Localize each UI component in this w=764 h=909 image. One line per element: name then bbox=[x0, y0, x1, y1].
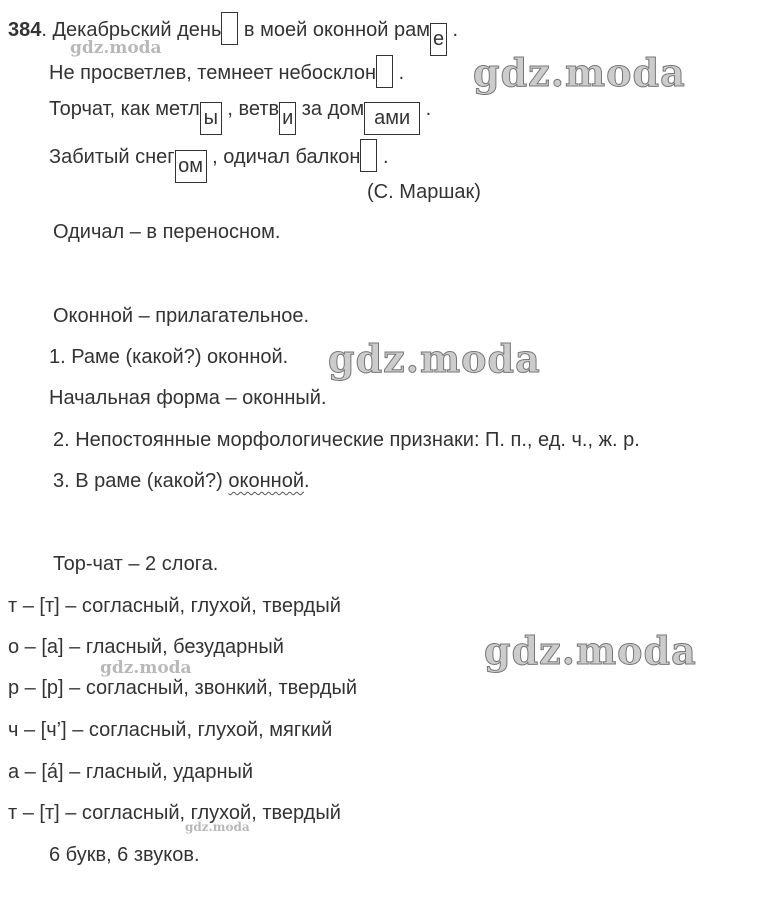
watermark: gdz.moda bbox=[100, 658, 192, 678]
poem-text: в моей оконной рам bbox=[238, 19, 430, 41]
morph-item-1: 1. Раме (какой?) оконной. bbox=[49, 346, 289, 368]
watermark: gdz.moda bbox=[185, 820, 250, 834]
morph-item-3-text: 3. В раме (какой?) bbox=[53, 470, 229, 492]
phonetic-row: т – [т] – согласный, глухой, твердый bbox=[8, 595, 341, 617]
underlined-word: оконной bbox=[228, 470, 304, 492]
phonetic-row: т – [т] – согласный, глухой, твердый bbox=[8, 802, 341, 824]
poem-text: за дом bbox=[296, 98, 365, 120]
phonetic-row: а – [á] – гласный, ударный bbox=[8, 761, 254, 783]
ending-box-empty bbox=[221, 12, 238, 45]
ending-box: ом bbox=[175, 150, 207, 183]
ending-box: ы bbox=[200, 102, 222, 135]
phonetic-row: р – [р] – согласный, звонкий, твердый bbox=[8, 677, 358, 699]
poem-text: Не просветлев, темнеет небосклон bbox=[49, 62, 377, 84]
poem-text: . bbox=[447, 19, 459, 41]
phonetic-summary: 6 букв, 6 звуков. bbox=[49, 844, 200, 866]
exercise-number: 384 bbox=[8, 19, 42, 41]
morph-item-3 bbox=[53, 469, 310, 493]
ending-box-empty bbox=[376, 55, 393, 88]
phonetic-row: ч – [ч’] – согласный, глухой, мягкий bbox=[8, 719, 333, 741]
ending-box: ами bbox=[364, 102, 420, 135]
ending-box: е bbox=[430, 23, 447, 56]
morph-item-3-end: . bbox=[304, 470, 310, 492]
morph-initial-form: Начальная форма – оконный. bbox=[49, 387, 327, 409]
poem-text: . bbox=[393, 62, 405, 84]
watermark: gdz.moda bbox=[484, 628, 697, 673]
morph-item-2: 2. Непостоянные морфологические признаки: П. п., ед. ч., ж. р. bbox=[53, 429, 640, 451]
figurative-note: Одичал – в переносном. bbox=[53, 221, 281, 243]
poem-text: , ветв bbox=[221, 98, 280, 120]
watermark: gdz.moda bbox=[70, 38, 162, 58]
poem-line-3 bbox=[49, 97, 431, 135]
poem-text: . bbox=[420, 98, 432, 120]
watermark: gdz.moda bbox=[328, 336, 541, 381]
poem-text: , одичал балкон bbox=[206, 146, 361, 168]
watermark: gdz.moda bbox=[473, 50, 686, 95]
poem-text: . Декабрьский день bbox=[41, 19, 222, 41]
poem-author: (С. Маршак) bbox=[367, 181, 481, 203]
morph-heading: Оконной – прилагательное. bbox=[53, 305, 310, 327]
poem-text: Торчат, как метл bbox=[49, 98, 200, 120]
ending-box: и bbox=[279, 102, 296, 135]
ending-box-empty bbox=[360, 139, 377, 172]
phonetic-row: о – [а] – гласный, безударный bbox=[8, 636, 284, 658]
poem-line-2 bbox=[49, 55, 404, 88]
phonetic-heading: Тор-чат – 2 слога. bbox=[53, 553, 219, 575]
poem-text: Забитый снег bbox=[49, 146, 175, 168]
poem-line-4 bbox=[49, 139, 389, 183]
poem-text: . bbox=[377, 146, 389, 168]
